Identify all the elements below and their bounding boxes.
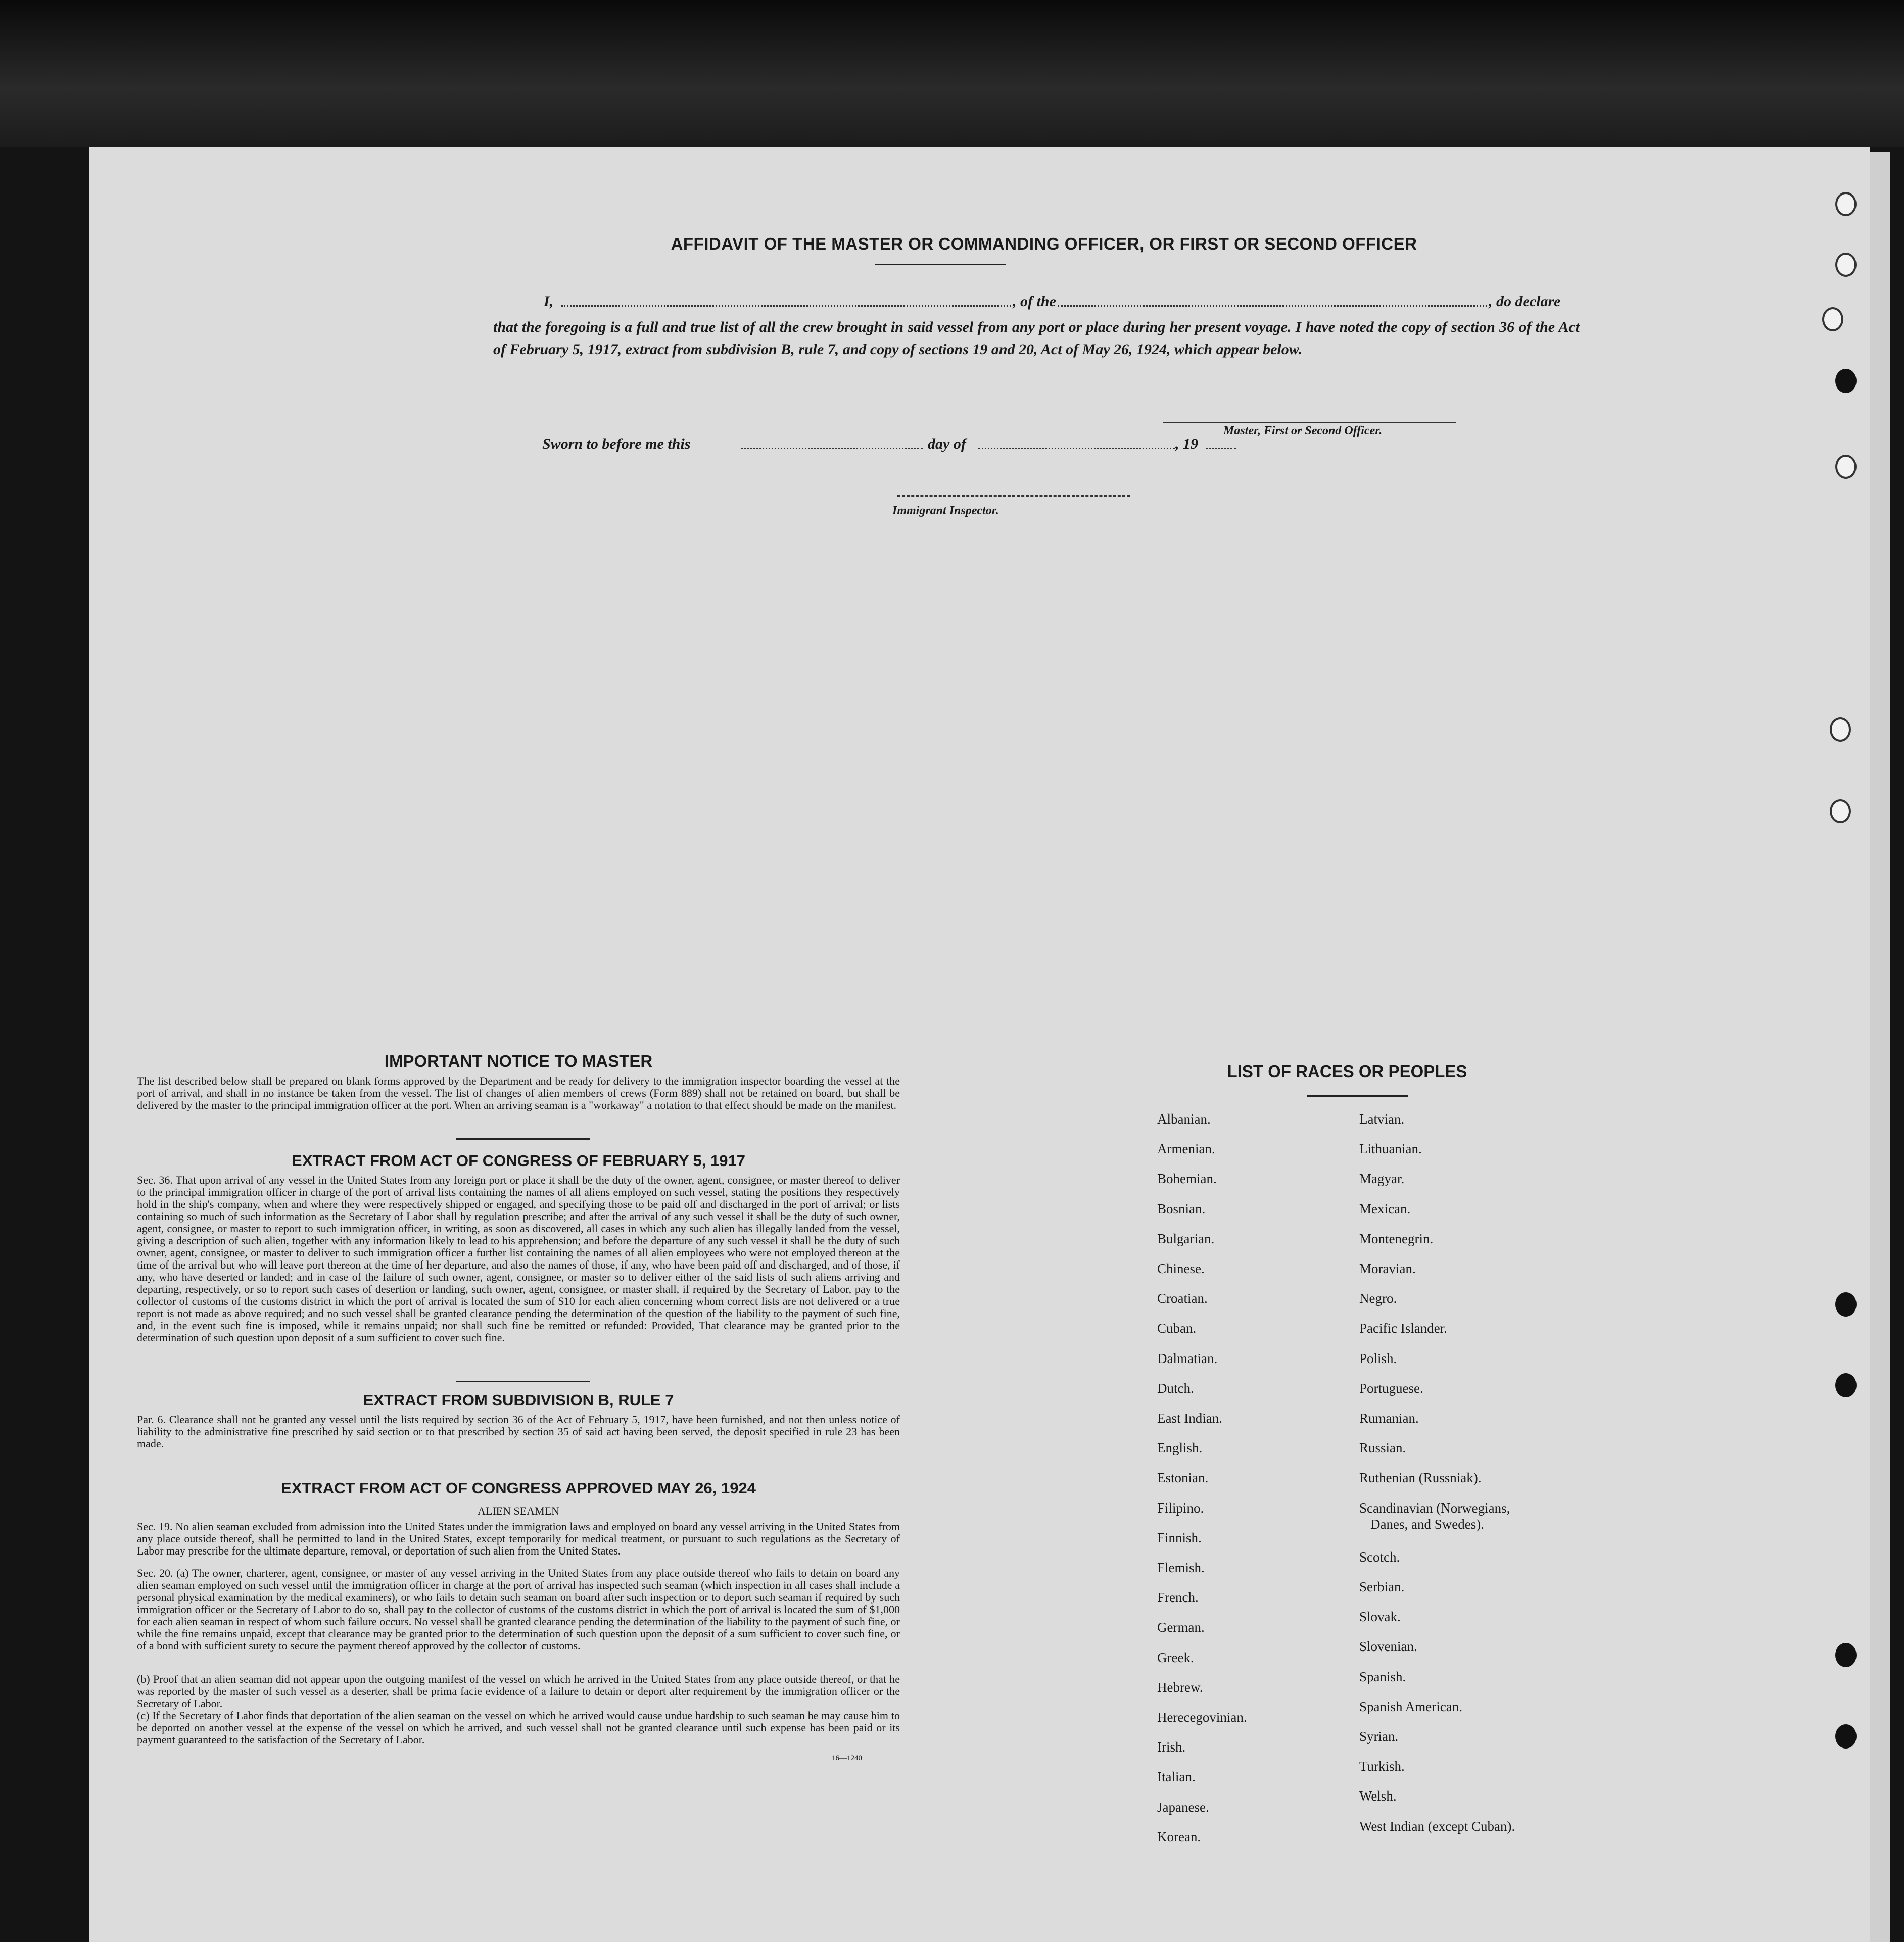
race-entry: Hebrew.	[1157, 1679, 1203, 1695]
race-entry: Montenegrin.	[1359, 1231, 1434, 1246]
inspector-label: Immigrant Inspector.	[892, 504, 999, 517]
extract-1917-text: Sec. 36. That upon arrival of any vessel in the United States from any foreign port or place it shall be the duty of the owner, agent, consignee, or master thereof to deliver to the principal immigration officer in charge of the port of arrival lists containing the names of all aliens employed on such vessel, stating the positions they respectively hold in the ship's company, when and where they were respectively shipped or engaged, and specifying those to be paid off and discharged in the port of arrival; or lists containing so much of such information as the Secretary of Labor shall by regulation prescribe; and after the arrival of any such vessel it shall be the duty of such owner, agent, consignee, or master to report to such immigration officer, in writing, as soon as discovered, all cases in which any such alien has illegally landed from the vessel, giving a description of such alien, together with any information likely to lead to his apprehension; and before the departure of any such vessel it shall be the duty of such owner, agent, consignee, or master to deliver to such immigration officer a further list containing the names of all alien employees who were not employed thereon at the time of the arrival but who will leave port thereon at the time of her departure, and also the names of those, if any, who have been paid off and discharged, and of those, if any, who have deserted or landed; and in case of the failure of such owner, agent, consignee, or master so to deliver either of the said lists of such aliens arriving and departing, respectively, or so to report such cases of desertion or landing, such owner, agent, consignee, or master shall, if required by the Secretary of Labor, pay to the collector of customs of the customs district in which the port of arrival is located the sum of $10 for each alien concerning whom correct lists are not delivered or a true report is not made as above required; and no such vessel shall be granted clearance pending the determination of the question of the liability to the payment of such fine, and, in the event such fine is imposed, while it remains unpaid; nor shall such fine be remitted or refunded: Provided, That clearance may be granted prior to the determination of such question upon deposit of a sum sufficient to cover such fine.	[137, 1174, 900, 1344]
race-entry: East Indian.	[1157, 1411, 1222, 1426]
race-entry: Chinese.	[1157, 1261, 1205, 1276]
sworn-prefix: Sworn to before me this	[542, 435, 691, 452]
binder-hole	[1835, 1292, 1857, 1317]
race-entry: Danes, and Swedes).	[1370, 1516, 1484, 1532]
notice-divider	[456, 1138, 590, 1140]
race-entry: Estonian.	[1157, 1470, 1209, 1486]
race-entry: Bosnian.	[1157, 1201, 1206, 1217]
sworn-day-of: day of	[928, 435, 966, 452]
races-divider	[1307, 1095, 1408, 1097]
race-entry: Pacific Islander.	[1359, 1321, 1447, 1336]
race-entry: Negro.	[1359, 1291, 1397, 1306]
race-entry: Italian.	[1157, 1769, 1196, 1785]
binder-hole	[1835, 253, 1857, 277]
race-entry: West Indian (except Cuban).	[1359, 1818, 1515, 1834]
race-entry: Armenian.	[1157, 1141, 1215, 1157]
race-entry: Greek.	[1157, 1649, 1194, 1665]
affidavit-title: AFFIDAVIT OF THE MASTER OR COMMANDING OFFICER, OR FIRST OR SECOND OFFICER	[671, 234, 1417, 253]
race-entry: Magyar.	[1359, 1171, 1405, 1187]
race-entry: Japanese.	[1157, 1799, 1209, 1815]
inspector-signature-line[interactable]	[897, 494, 1130, 497]
race-entry: Flemish.	[1157, 1560, 1205, 1575]
race-entry: English.	[1157, 1440, 1203, 1456]
vessel-field[interactable]	[1058, 304, 1487, 307]
document-page	[89, 147, 1870, 1942]
race-entry: Croatian.	[1157, 1291, 1208, 1306]
race-entry: Slovenian.	[1359, 1639, 1417, 1655]
race-entry: Lithuanian.	[1359, 1141, 1422, 1157]
binder-hole	[1835, 1724, 1857, 1749]
sworn-year-field[interactable]	[1206, 447, 1236, 449]
race-entry: Latvian.	[1359, 1111, 1405, 1127]
race-entry: Serbian.	[1359, 1579, 1405, 1594]
race-entry: Herecegovinian.	[1157, 1710, 1247, 1725]
race-entry: Irish.	[1157, 1739, 1186, 1755]
race-entry: Spanish.	[1359, 1669, 1406, 1684]
master-label: Master, First or Second Officer.	[1223, 424, 1383, 438]
binder-hole	[1835, 369, 1857, 393]
race-entry: Welsh.	[1359, 1788, 1397, 1804]
sec20b-text: (b) Proof that an alien seaman did not appear upon the outgoing manifest of the vessel on which he arrived in the United States from any place outside thereof, or that he was reported by the master of such vessel as a deserter, shall be prima facie evidence of a failure to detain or deport after requirement by the immigration officer or the Secretary of Labor.	[137, 1673, 900, 1710]
extract-1924-title: EXTRACT FROM ACT OF CONGRESS APPROVED MAY 26, 1924	[281, 1479, 756, 1497]
sec19-text: Sec. 19. No alien seaman excluded from admission into the United States under the immigration laws and employed on board any vessel arriving in the United States from any place outside thereof, shall be permitted to land in the United States, except temporarily for medical treatment, or pursuant to such regulations as the Secretary of Labor may prescribe for the ultimate departure, removal, or deportation of such alien from the United States.	[137, 1520, 900, 1557]
notice-title: IMPORTANT NOTICE TO MASTER	[384, 1052, 653, 1071]
notice-text: The list described below shall be prepared on blank forms approved by the Department and be ready for delivery to the immigration inspector boarding the vessel at the port of arrival, and shall in no instance be taken from the vessel. The list of changes of alien members of crews (Form 889) shall not be retained on board, but shall be delivered by the master to the principal immigration officer at the port. When an arriving seaman is a "workaway" a notation to that effect should be made on the manifest.	[137, 1075, 900, 1111]
form-number: 16—1240	[832, 1754, 862, 1762]
race-entry: Spanish American.	[1359, 1698, 1462, 1714]
race-entry: Scotch.	[1359, 1549, 1400, 1565]
binder-hole	[1830, 717, 1851, 742]
race-entry: Syrian.	[1359, 1729, 1399, 1744]
title-divider	[875, 264, 1006, 265]
race-entry: Dalmatian.	[1157, 1350, 1218, 1366]
race-entry: Moravian.	[1359, 1261, 1416, 1276]
race-entry: Cuban.	[1157, 1321, 1197, 1336]
bleed-through-text	[119, 530, 1837, 1490]
rule7-text: Par. 6. Clearance shall not be granted any vessel until the lists required by section 36 of the Act of February 5, 1917, have been furnished, and not then unless notice of liability to the administrative fine prescribed by said section or to that prescribed by section 35 of said act having been served, the deposit specified in rule 23 has been made.	[137, 1413, 900, 1450]
race-entry: Bohemian.	[1157, 1171, 1217, 1187]
extract-1917-title: EXTRACT FROM ACT OF CONGRESS OF FEBRUARY 5, 1917	[292, 1152, 745, 1170]
race-entry: Russian.	[1359, 1440, 1406, 1456]
race-entry: Scandinavian (Norwegians,	[1359, 1500, 1510, 1516]
sworn-month-field[interactable]	[978, 447, 1175, 449]
race-entry: Korean.	[1157, 1829, 1201, 1844]
binder-hole	[1830, 799, 1851, 823]
affidavit-do-declare: , do declare	[1489, 293, 1561, 310]
race-entry: Bulgarian.	[1157, 1231, 1215, 1246]
race-entry: Turkish.	[1359, 1759, 1405, 1774]
race-entry: Polish.	[1359, 1350, 1397, 1366]
name-field[interactable]	[561, 304, 1011, 307]
sworn-day-field[interactable]	[741, 447, 923, 449]
race-entry: Mexican.	[1359, 1201, 1411, 1217]
race-entry: Ruthenian (Russniak).	[1359, 1470, 1482, 1486]
binder-hole	[1835, 1643, 1857, 1667]
race-entry: French.	[1157, 1590, 1199, 1606]
affidavit-body: that the foregoing is a full and true list of all the crew brought in said vessel from any port or place during her present voyage. I have noted the copy of section 36 of the Act of February 5, 1917, extract from subdivision B, rule 7, and copy of sections 19 and 20, Act of May 26, 1924, which appear below.	[493, 319, 1580, 358]
races-title: LIST OF RACES OR PEOPLES	[1227, 1062, 1467, 1081]
sworn-year: , 19	[1175, 435, 1198, 452]
affidavit-of-the: , of the	[1013, 293, 1056, 310]
alien-seamen-subtitle: ALIEN SEAMEN	[478, 1504, 559, 1517]
race-entry: Portuguese.	[1359, 1380, 1423, 1396]
binder-hole	[1835, 455, 1857, 479]
race-entry: Albanian.	[1157, 1111, 1211, 1127]
binder-hole	[1835, 1373, 1857, 1397]
sec20a-text: Sec. 20. (a) The owner, charterer, agent, consignee, or master of any vessel arriving in the United States from any place outside thereof who fails to detain on board any alien seaman employed on such vessel until the immigration officer in charge at the port of arrival has inspected such seaman (which inspection in all cases shall include a personal physical examination by the medical examiners), or who fails to detain such seaman on board after such inspection or to deport such seaman if required by such immigration officer or the Secretary of Labor to do so, shall pay to the collector of customs of the customs district in which the port of arrival is located the sum of $1,000 for each alien seaman in respect of whom such failure occurs. No vessel shall be granted clearance pending the determination of the liability to the payment of such fine, or while the fine remains unpaid, except that clearance may be granted prior to the determination of such question upon the deposit of a sum sufficient to cover such fine, or of a bond with sufficient surety to secure the payment thereof approved by the collector of customs.	[137, 1567, 900, 1652]
race-entry: Dutch.	[1157, 1380, 1194, 1396]
race-entry: Finnish.	[1157, 1530, 1202, 1545]
sec20c-text: (c) If the Secretary of Labor finds that deportation of the alien seaman on the vessel on which he arrived would cause undue hardship to such seaman he may cause him to be deported on another vessel at the expense of the vessel on which he arrived, and such vessel shall not be granted clearance until such expense has been paid or its payment guaranteed to the satisfaction of the Secretary of Labor.	[137, 1709, 900, 1746]
affidavit-i: I,	[544, 293, 554, 310]
extract-1917-divider	[456, 1381, 590, 1382]
master-signature-line[interactable]	[1163, 422, 1456, 423]
microfilm-top-border	[0, 0, 1904, 147]
race-entry: Rumanian.	[1359, 1411, 1419, 1426]
race-entry: Filipino.	[1157, 1500, 1204, 1516]
race-entry: German.	[1157, 1620, 1205, 1635]
binder-hole	[1822, 307, 1843, 331]
binder-hole	[1835, 192, 1857, 216]
rule7-title: EXTRACT FROM SUBDIVISION B, RULE 7	[363, 1391, 674, 1409]
race-entry: Slovak.	[1359, 1609, 1401, 1625]
